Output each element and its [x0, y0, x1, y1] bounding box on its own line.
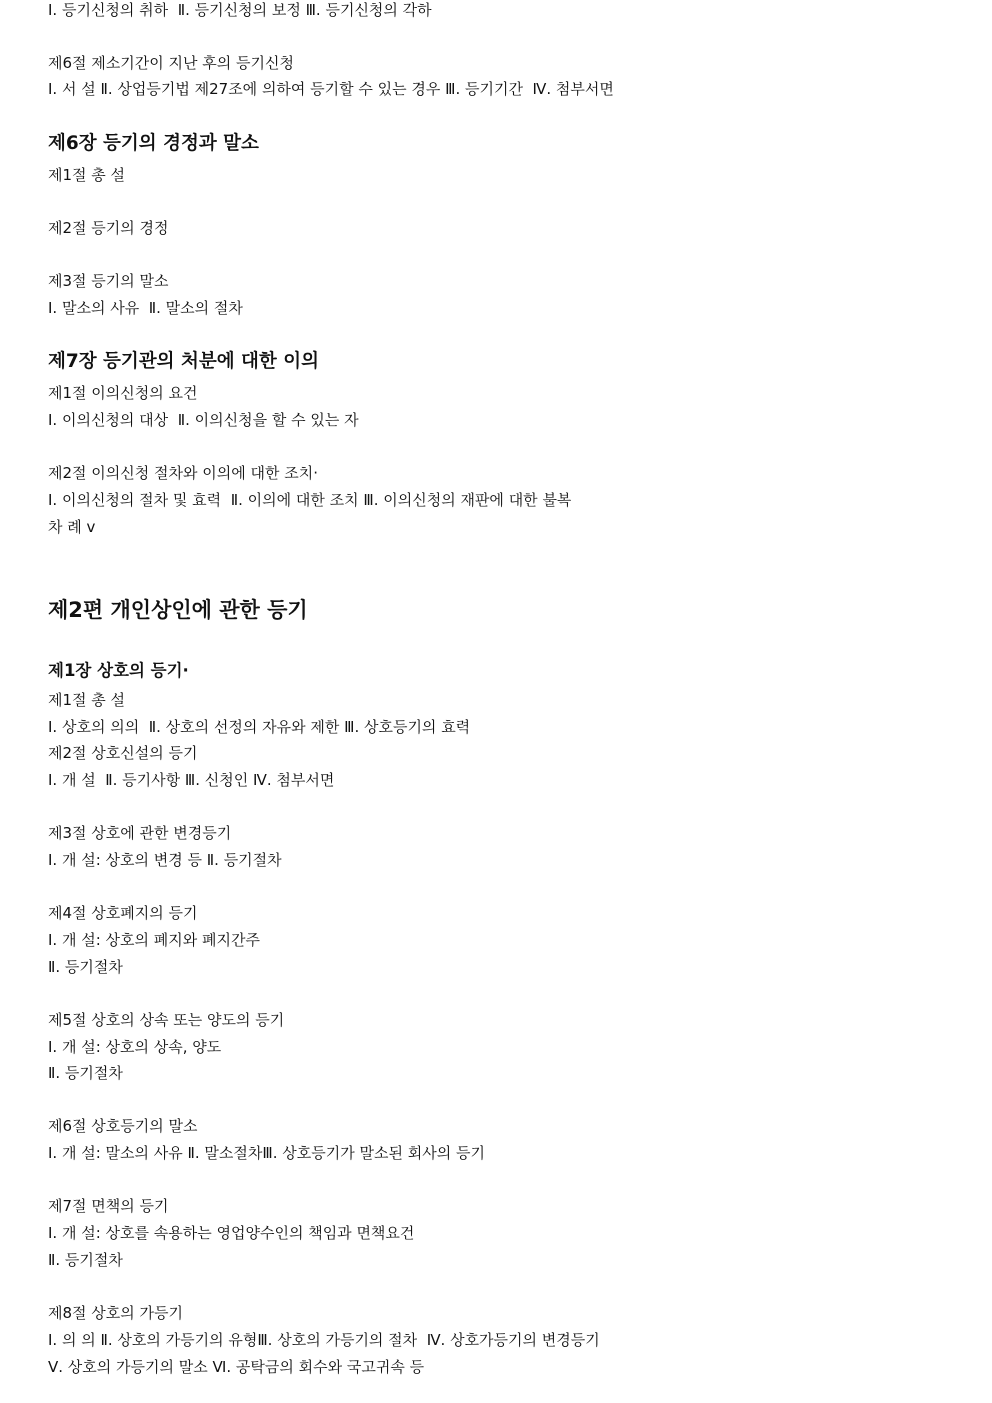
- chapter-heading: 제7장 등기관의 처분에 대한 이의: [48, 351, 319, 372]
- toc-entry: Ⅰ. 개 설: 상호의 변경 등 Ⅱ. 등기절차: [48, 851, 282, 869]
- toc-entry: Ⅰ. 이의신청의 대상 Ⅱ. 이의신청을 할 수 있는 자: [48, 411, 359, 429]
- chapter-heading: 제1장 상호의 등기·: [48, 661, 189, 680]
- toc-entry: Ⅰ. 개 설: 상호를 속용하는 영업양수인의 책임과 면책요건: [48, 1224, 415, 1242]
- toc-entry: Ⅴ. 상호의 가등기의 말소 Ⅵ. 공탁금의 회수와 국고귀속 등: [48, 1358, 425, 1376]
- section-heading: 제1절 총 설: [48, 166, 126, 184]
- toc-entry: Ⅰ. 등기신청의 취하 Ⅱ. 등기신청의 보정 Ⅲ. 등기신청의 각하: [48, 1, 432, 19]
- section-heading: 제4절 상호폐지의 등기: [48, 904, 198, 922]
- page-footer: 차 례 v: [48, 518, 96, 536]
- section-heading: 제2절 등기의 경정: [48, 219, 169, 237]
- section-heading: 제7절 면책의 등기: [48, 1197, 169, 1215]
- section-heading: 제8절 상호의 가등기: [48, 1304, 184, 1322]
- section-heading: 제3절 등기의 말소: [48, 272, 169, 290]
- section-heading: 제1절 이의신청의 요건: [48, 384, 198, 402]
- toc-entry: Ⅰ. 말소의 사유 Ⅱ. 말소의 절차: [48, 299, 243, 317]
- toc-entry: Ⅰ. 개 설: 상호의 폐지와 폐지간주: [48, 931, 260, 949]
- toc-entry: Ⅰ. 개 설: 상호의 상속, 양도: [48, 1038, 222, 1056]
- section-heading: 제2절 상호신설의 등기: [48, 744, 198, 762]
- part-heading: 제2편 개인상인에 관한 등기: [48, 598, 308, 622]
- section-heading: 제1절 총 설: [48, 691, 126, 709]
- toc-entry: Ⅰ. 이의신청의 절차 및 효력 Ⅱ. 이의에 대한 조치 Ⅲ. 이의신청의 재판에 대한 불복: [48, 491, 572, 509]
- toc-entry: Ⅰ. 서 설 Ⅱ. 상업등기법 제27조에 의하여 등기할 수 있는 경우 Ⅲ. 등기기간 Ⅳ. 첨부서면: [48, 80, 614, 98]
- toc-entry: Ⅰ. 상호의 의의 Ⅱ. 상호의 선정의 자유와 제한 Ⅲ. 상호등기의 효력: [48, 718, 471, 736]
- toc-entry: Ⅱ. 등기절차: [48, 958, 123, 976]
- toc-entry: Ⅰ. 의 의 Ⅱ. 상호의 가등기의 유형Ⅲ. 상호의 가등기의 절차 Ⅳ. 상호가등기의 변경등기: [48, 1331, 600, 1349]
- toc-entry: Ⅰ. 개 설: 말소의 사유 Ⅱ. 말소절차Ⅲ. 상호등기가 말소된 회사의 등기: [48, 1144, 485, 1162]
- toc-entry: Ⅱ. 등기절차: [48, 1251, 123, 1269]
- section-heading: 제5절 상호의 상속 또는 양도의 등기: [48, 1011, 285, 1029]
- toc-entry: Ⅱ. 등기절차: [48, 1064, 123, 1082]
- section-heading: 제2절 이의신청 절차와 이의에 대한 조치·: [48, 464, 318, 482]
- chapter-heading: 제6장 등기의 경정과 말소: [48, 133, 259, 154]
- toc-entry: Ⅰ. 개 설 Ⅱ. 등기사항 Ⅲ. 신청인 Ⅳ. 첨부서면: [48, 771, 335, 789]
- section-heading: 제3절 상호에 관한 변경등기: [48, 824, 232, 842]
- section-heading: 제6절 제소기간이 지난 후의 등기신청: [48, 54, 294, 72]
- section-heading: 제6절 상호등기의 말소: [48, 1117, 198, 1135]
